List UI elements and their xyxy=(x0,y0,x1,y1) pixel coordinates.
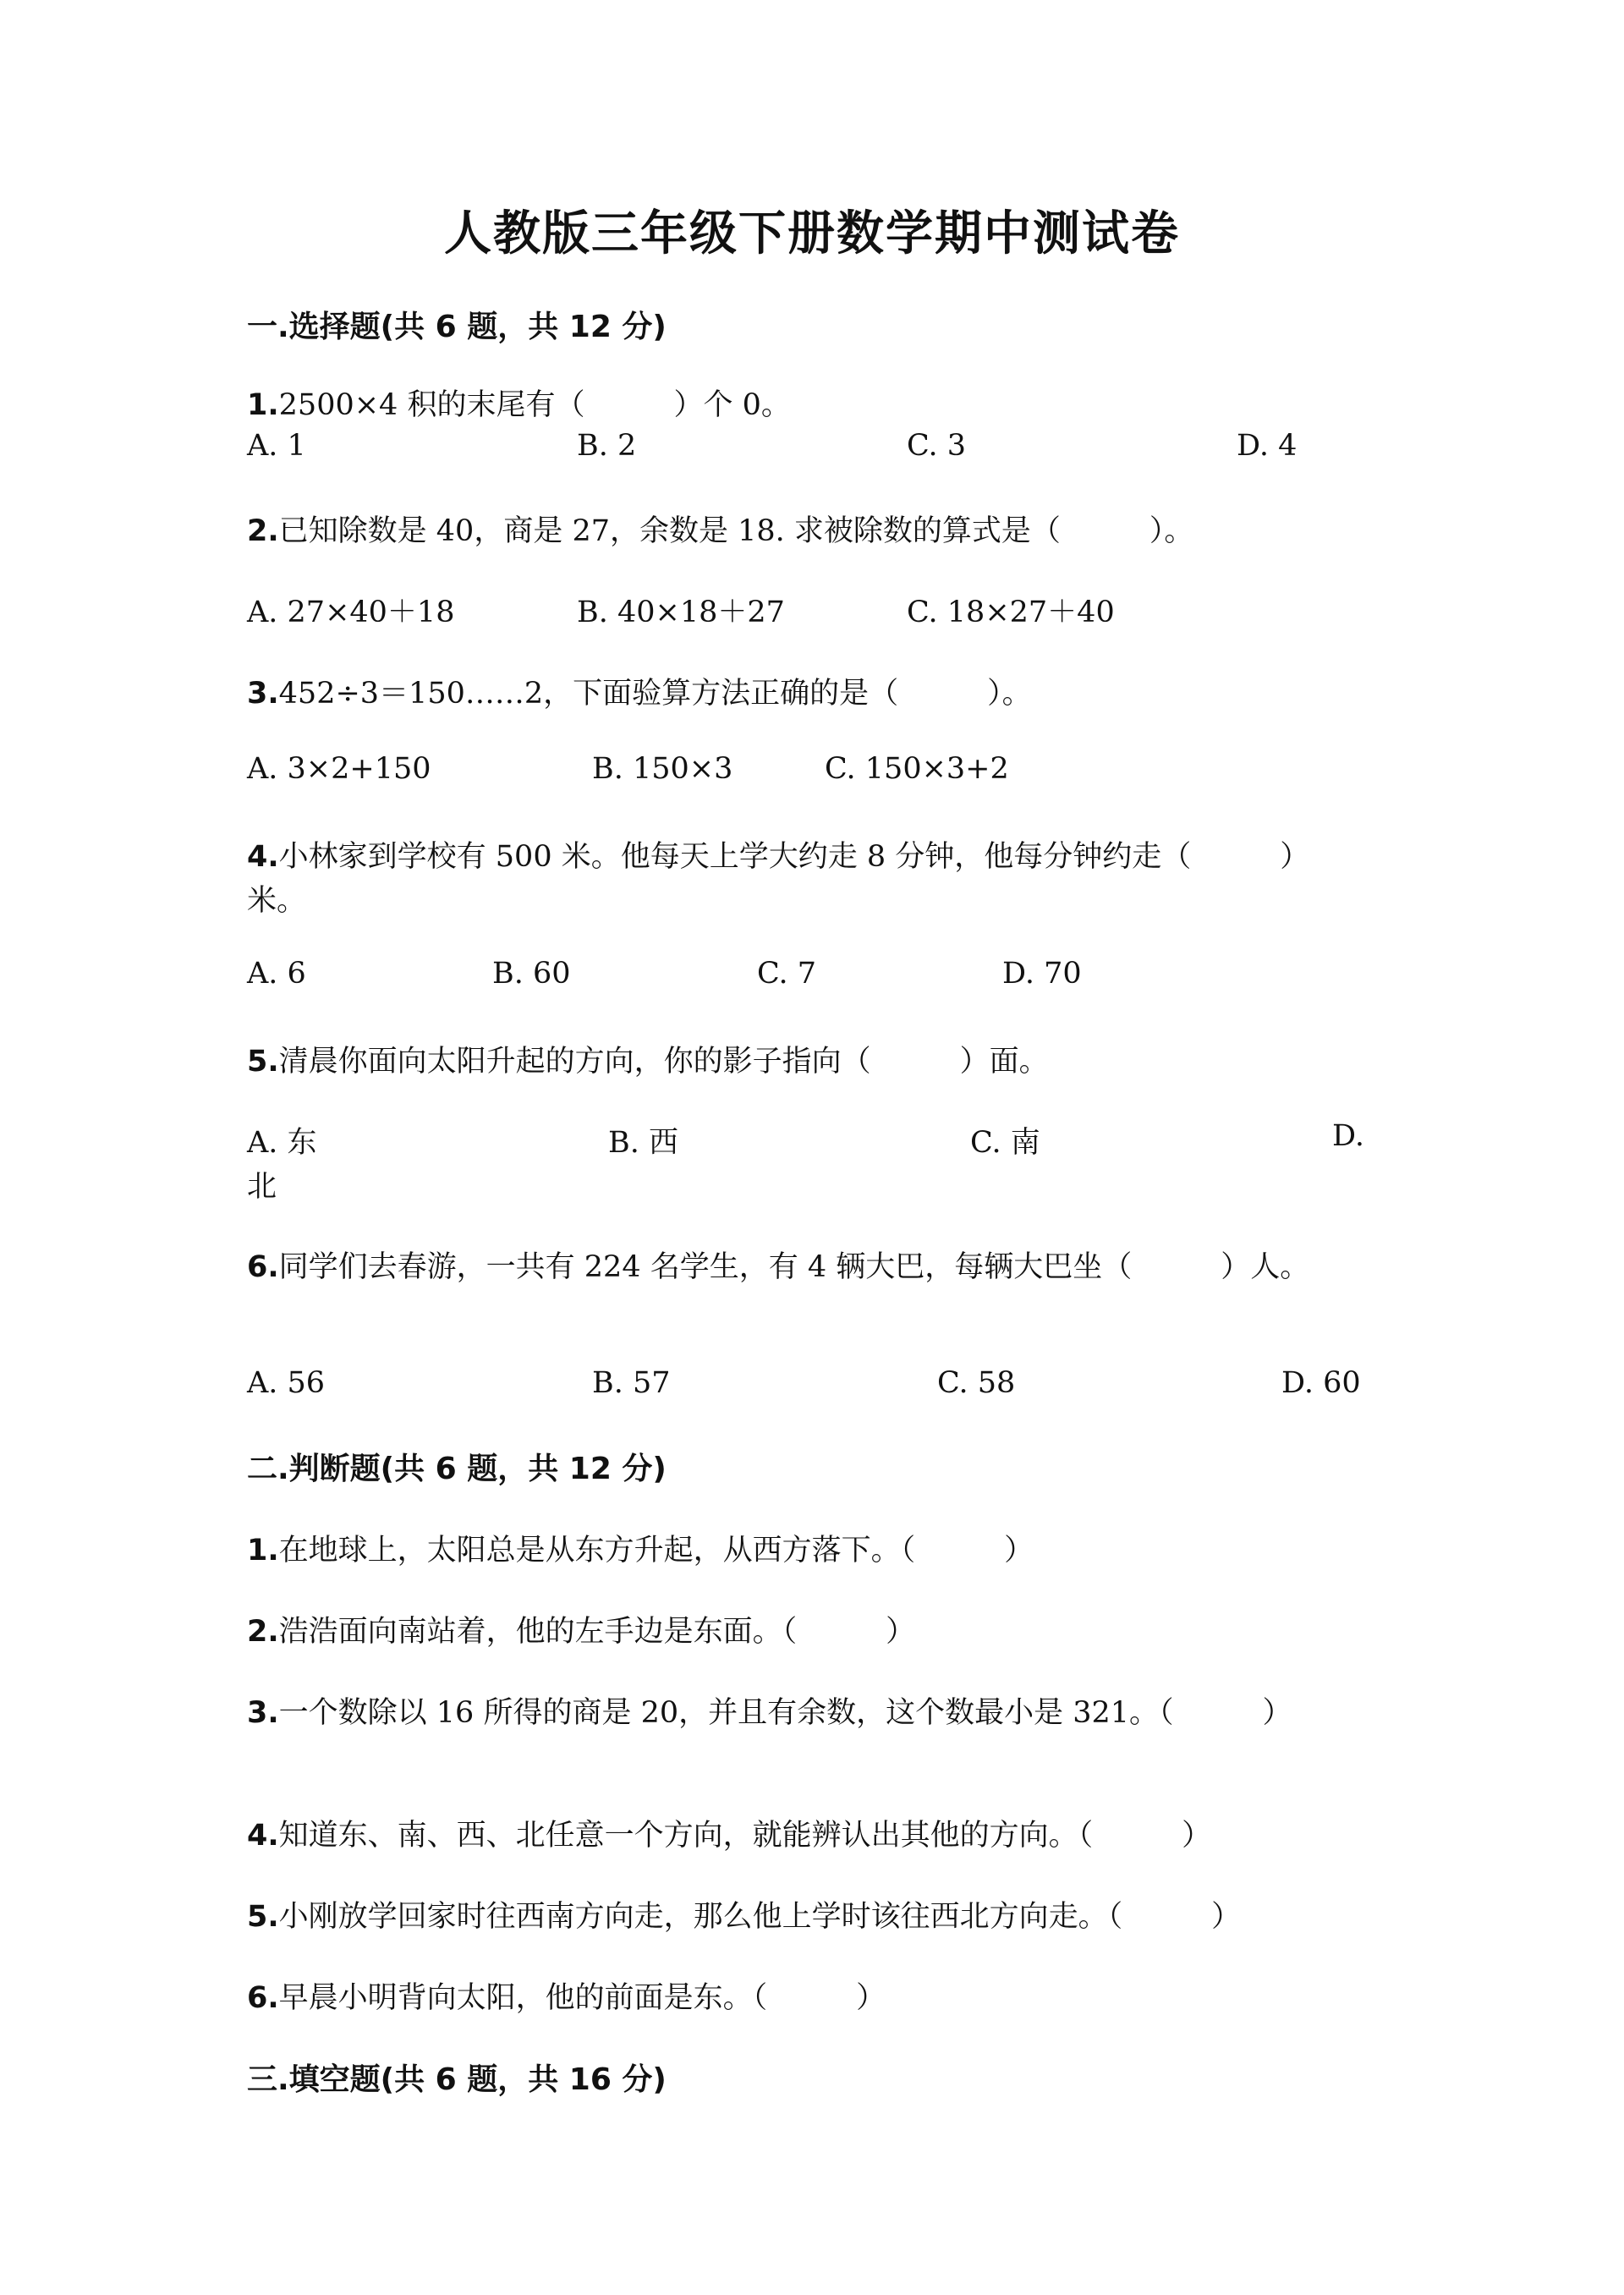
choice-q5-option-c: C. 南 xyxy=(970,1126,1040,1160)
choice-q4-option-d: D. 70 xyxy=(1002,957,1082,991)
judge-question-5 xyxy=(247,1893,1241,1935)
choice-question-6 xyxy=(247,1244,1309,1286)
question-text: 已知除数是 40，商是 27，余数是 18. 求被除数的算式是（ ）。 xyxy=(278,514,1194,548)
question-number: 5. xyxy=(247,1045,279,1079)
choice-q6-option-c: C. 58 xyxy=(937,1366,1016,1400)
choice-q6-option-d: D. 60 xyxy=(1281,1366,1361,1400)
question-number: 5. xyxy=(247,1900,279,1934)
choice-question-3 xyxy=(247,670,1032,712)
judge-question-3 xyxy=(247,1689,1292,1732)
question-number: 2. xyxy=(247,514,279,548)
question-number: 3. xyxy=(247,677,279,711)
question-text: 在地球上，太阳总是从东方升起，从西方落下。（ ） xyxy=(278,1534,1034,1568)
choice-question-2 xyxy=(247,508,1193,550)
choice-q3-option-a: A. 3×2+150 xyxy=(247,752,431,786)
choice-q6-option-b: B. 57 xyxy=(592,1366,671,1400)
question-text: 知道东、南、西、北任意一个方向，就能辨认出其他的方向。（ ） xyxy=(278,1819,1212,1853)
page-title: 人教版三年级下册数学期中测试卷 xyxy=(444,206,1180,261)
question-text: 清晨你面向太阳升起的方向，你的影子指向（ ）面。 xyxy=(278,1045,1049,1079)
question-number: 1. xyxy=(247,1534,279,1568)
question-text: 浩浩面向南站着，他的左手边是东面。（ ） xyxy=(278,1615,916,1649)
choice-q1-option-c: C. 3 xyxy=(907,429,967,463)
choice-q1-option-a: A. 1 xyxy=(247,429,306,463)
question-text: 小林家到学校有 500 米。他每天上学大约走 8 分钟，他每分钟约走（ ） xyxy=(278,840,1310,874)
choice-q6-option-a: A. 56 xyxy=(247,1366,326,1400)
choice-q4-option-b: B. 60 xyxy=(492,957,571,991)
question-text: 452÷3＝150……2，下面验算方法正确的是（ ）。 xyxy=(278,677,1032,711)
question-text: 同学们去春游，一共有 224 名学生，有 4 辆大巴，每辆大巴坐（ ）人。 xyxy=(278,1250,1310,1284)
choice-q3-option-b: B. 150×3 xyxy=(592,752,733,786)
judge-question-4 xyxy=(247,1812,1211,1854)
choice-q3-option-c: C. 150×3+2 xyxy=(825,752,1009,786)
question-number: 3. xyxy=(247,1696,279,1730)
choice-question-5 xyxy=(247,1038,1049,1080)
question-number: 4. xyxy=(247,1819,279,1853)
choice-q5-option-d: D. xyxy=(1332,1119,1364,1153)
choice-q5-option-d-continued: 北 xyxy=(247,1170,277,1204)
question-text: 早晨小明背向太阳，他的前面是东。（ ） xyxy=(278,1981,886,2015)
judge-question-1 xyxy=(247,1527,1034,1569)
choice-q1-option-d: D. 4 xyxy=(1237,429,1298,463)
question-number: 6. xyxy=(247,1250,279,1284)
choice-question-4-continued: 米。 xyxy=(247,884,307,918)
section-heading-fill: 三.填空题(共 6 题，共 16 分) xyxy=(247,2062,667,2097)
choice-q5-option-b: B. 西 xyxy=(608,1126,678,1160)
question-text: 一个数除以 16 所得的商是 20，并且有余数，这个数最小是 321。（ ） xyxy=(278,1696,1292,1730)
choice-question-1 xyxy=(247,382,791,424)
question-text: 小刚放学回家时往西南方向走，那么他上学时该往西北方向走。（ ） xyxy=(278,1900,1242,1934)
question-number: 4. xyxy=(247,840,279,874)
section-heading-judge: 二.判断题(共 6 题，共 12 分) xyxy=(247,1452,667,1486)
question-number: 1. xyxy=(247,388,279,422)
question-text: 2500×4 积的末尾有（ ）个 0。 xyxy=(278,388,791,422)
judge-question-6 xyxy=(247,1974,886,2017)
choice-q5-option-a: A. 东 xyxy=(247,1126,317,1160)
section-heading-choice: 一.选择题(共 6 题，共 12 分) xyxy=(247,310,667,344)
question-number: 2. xyxy=(247,1615,279,1649)
choice-q1-option-b: B. 2 xyxy=(577,429,637,463)
choice-q2-option-b: B. 40×18＋27 xyxy=(577,596,785,629)
choice-q4-option-c: C. 7 xyxy=(757,957,817,991)
choice-q4-option-a: A. 6 xyxy=(247,957,306,991)
question-number: 6. xyxy=(247,1981,279,2015)
choice-q2-option-a: A. 27×40＋18 xyxy=(247,596,455,629)
choice-q2-option-c: C. 18×27＋40 xyxy=(907,596,1115,629)
judge-question-2 xyxy=(247,1608,915,1650)
choice-question-4 xyxy=(247,833,1309,876)
